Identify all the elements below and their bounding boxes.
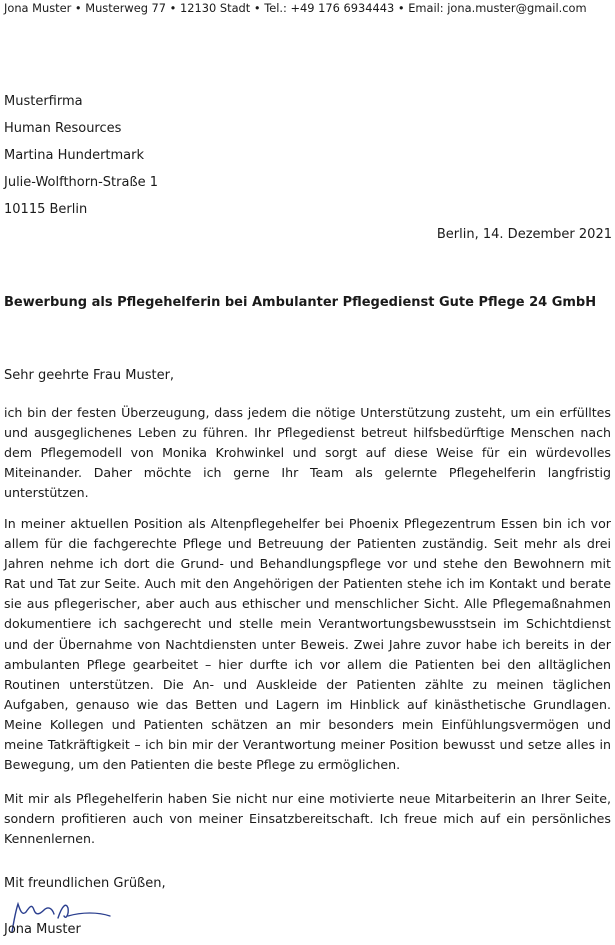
recipient-street: Julie-Wolfthorn-Straße 1 — [4, 175, 159, 190]
salutation: Sehr geehrte Frau Muster, — [4, 368, 175, 383]
body-paragraph-1: ich bin der festen Überzeugung, dass jedem die nötige Unterstützung zusteht, um ein erfülltes und ausgeglichenes Leben zu führen. Ihr Pflegedienst betreut hilfsbedürftige Menschen nach dem Pflegemodell von Monika Krohwinkel und sorgt auf diese Weise für ein würdevolles Miteinander. Daher möchte ich gerne Ihr Team als gelernte Pflegehelferin langfristig unterstützen. — [4, 405, 611, 501]
letter-date: Berlin, 14. Dezember 2021 — [436, 227, 612, 242]
letter-subject: Bewerbung als Pflegehelferin bei Ambulanter Pflegedienst Gute Pflege 24 GmbH — [4, 295, 597, 310]
body-paragraph-2: In meiner aktuellen Position als Altenpflegehelfer bei Phoenix Pflegezentrum Essen bin ich vor allem für die fachgerechte Pflege und Betreuung der Patienten zuständig. Seit mehr als drei Jahren nehme ich dort die Grund- und Behandlungspflege vor und stehe den Bewohnern mit Rat und Tat zur Seite. Auch mit den Angehörigen der Patienten stehe ich im Kontakt und berate sie aus pflegerischer, aber auch aus ethischer und menschlicher Sicht. Alle Pflegemaßnahmen dokumentiere ich sachgerecht und stelle mein Verantwortungsbewusstsein im Schichtdienst und der Übernahme von Nachtdiensten unter Beweis. Zwei Jahre zuvor habe ich bereits in der ambulanten Pflege gearbeitet – hier durfte ich vor allem die Patienten bei den alltäglichen Routinen unterstützen. Die An- und Auskleide der Patienten zählte zu meinen täglichen Aufgaben, genauso wie das Betten und Lagern im Hinblick auf kinästhetische Grundlagen. Meine Kollegen und Patienten schätzen an mir besonders mein Einfühlungsvermögen und meine Tatkräftigkeit – ich bin mir der Verantwortung meiner Position bewusst und setze alles in Bewegung, um den Patienten die beste Pflege zu ermöglichen. — [4, 516, 611, 773]
recipient-company: Musterfirma — [4, 94, 83, 109]
recipient-department: Human Resources — [4, 121, 122, 136]
signature-name: Jona Muster — [4, 922, 81, 937]
recipient-person: Martina Hundertmark — [4, 148, 145, 163]
body-paragraph-3: Mit mir als Pflegehelferin haben Sie nicht nur eine motivierte neue Mitarbeiterin an Ihrer Seite, sondern profitieren auch von meiner Einsatzbereitschaft. Ich freue mich auf ein persönliches Kennenlernen. — [4, 791, 611, 847]
closing-greeting: Mit freundlichen Grüßen, — [4, 876, 166, 891]
recipient-city: 10115 Berlin — [4, 202, 88, 217]
recipient-address — [4, 88, 158, 223]
sender-contact-line: Jona Muster • Musterweg 77 • 12130 Stadt • Tel.: +49 176 6934443 • Email: jona.muster@gmail.com — [4, 1, 587, 15]
